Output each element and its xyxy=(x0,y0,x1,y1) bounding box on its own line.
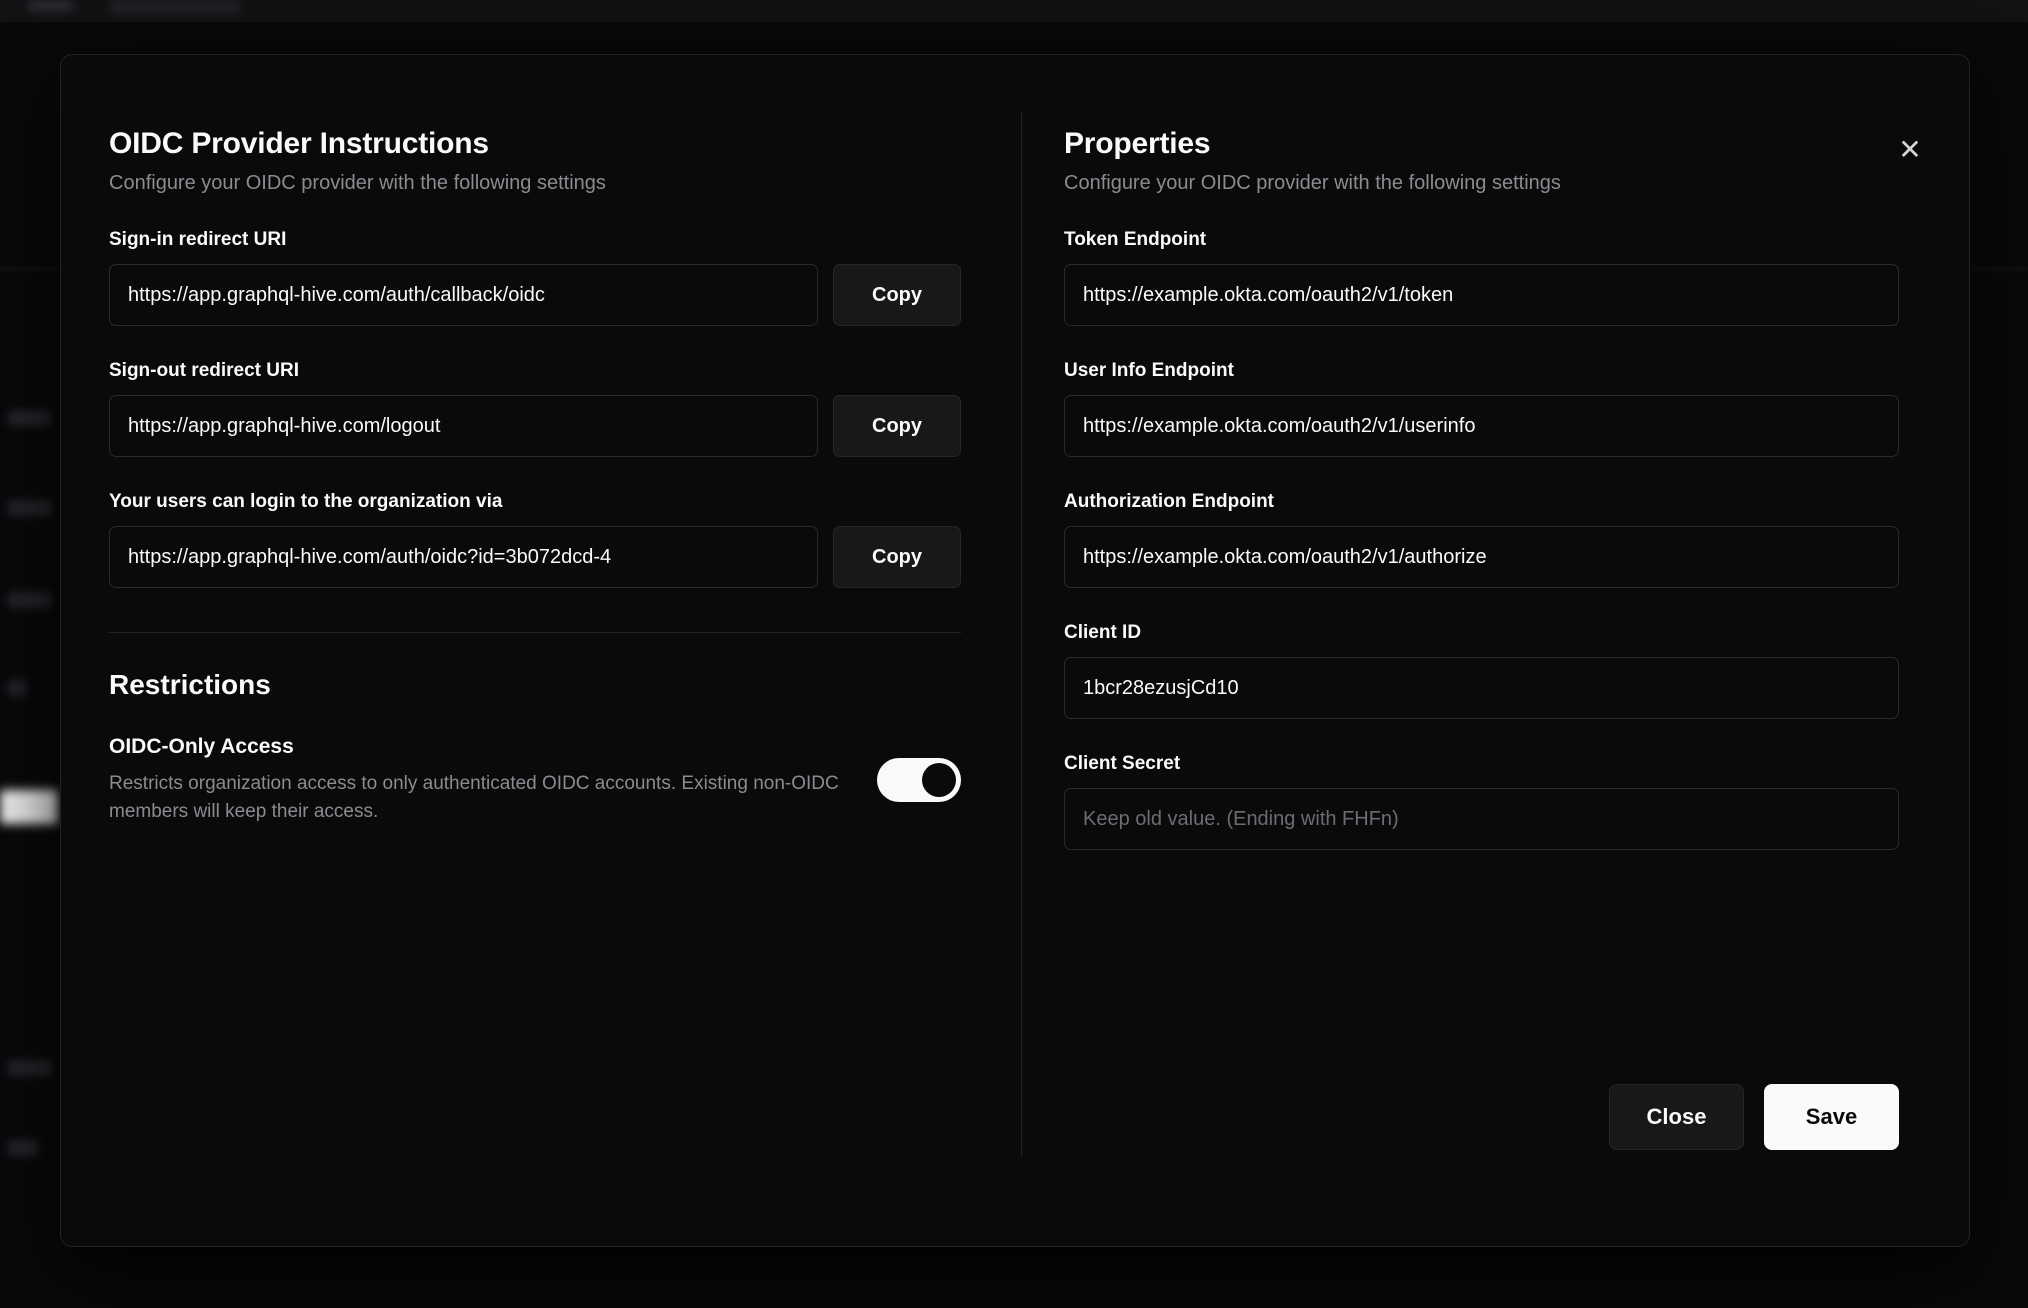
authorization-endpoint-input[interactable] xyxy=(1064,526,1899,588)
field-token-endpoint xyxy=(1064,229,1899,326)
copy-sign-out-redirect-uri-button[interactable]: Copy xyxy=(833,395,961,457)
copy-login-url-button[interactable]: Copy xyxy=(833,526,961,588)
field-label: Sign-out redirect URI xyxy=(109,360,300,381)
save-button[interactable]: Save xyxy=(1764,1084,1899,1150)
background-sidebar-blur xyxy=(8,1140,38,1156)
oidc-only-access-toggle[interactable] xyxy=(877,758,961,802)
page-title: OIDC Provider Instructions xyxy=(109,127,489,160)
client-id-input[interactable] xyxy=(1064,657,1899,719)
field-sign-out-redirect-uri xyxy=(109,360,961,457)
sign-out-redirect-uri-input[interactable] xyxy=(109,395,818,457)
client-secret-input[interactable] xyxy=(1064,788,1899,850)
background-breadcrumb-blur xyxy=(110,0,240,14)
copy-sign-in-redirect-uri-button[interactable]: Copy xyxy=(833,264,961,326)
field-user-info-endpoint xyxy=(1064,360,1899,457)
section-divider xyxy=(109,632,961,633)
sign-in-redirect-uri-input[interactable] xyxy=(109,264,818,326)
field-label: Sign-in redirect URI xyxy=(109,229,287,250)
page-subtitle: Configure your OIDC provider with the following settings xyxy=(109,172,606,194)
login-url-input[interactable] xyxy=(109,526,818,588)
instructions-column xyxy=(61,127,1021,1246)
field-label: Token Endpoint xyxy=(1064,229,1207,250)
background-sidebar-blur xyxy=(8,500,52,516)
cancel-button[interactable]: Close xyxy=(1609,1084,1744,1150)
modal-footer xyxy=(1064,1084,1899,1246)
oidc-provider-modal xyxy=(60,54,1970,1247)
close-icon[interactable]: ✕ xyxy=(1893,133,1927,167)
field-login-url xyxy=(109,491,961,588)
properties-subtitle: Configure your OIDC provider with the following settings xyxy=(1064,172,1561,194)
background-highlight-blur xyxy=(0,790,58,824)
restrictions-title: Restrictions xyxy=(109,669,271,700)
properties-title: Properties xyxy=(1064,127,1211,160)
field-label: Authorization Endpoint xyxy=(1064,491,1275,512)
token-endpoint-input[interactable] xyxy=(1064,264,1899,326)
field-label: Your users can login to the organization via xyxy=(109,491,503,512)
oidc-only-access-description: Restricts organization access to only authenticated OIDC accounts. Existing non-OIDC members will keep their access. xyxy=(109,773,839,822)
field-label: User Info Endpoint xyxy=(1064,360,1234,381)
background-sidebar-blur xyxy=(8,592,52,608)
background-sidebar-blur xyxy=(8,410,52,426)
background-logo-blur xyxy=(28,0,73,12)
user-info-endpoint-input[interactable] xyxy=(1064,395,1899,457)
oidc-only-access-label: OIDC-Only Access xyxy=(109,735,294,758)
background-sidebar-blur xyxy=(8,1060,52,1076)
field-authorization-endpoint xyxy=(1064,491,1899,588)
properties-column xyxy=(1022,127,1969,1246)
field-label: Client Secret xyxy=(1064,753,1181,774)
field-sign-in-redirect-uri xyxy=(109,229,961,326)
field-label: Client ID xyxy=(1064,622,1142,643)
field-client-secret xyxy=(1064,753,1899,850)
toggle-knob xyxy=(922,763,956,797)
oidc-only-access-row xyxy=(109,735,961,825)
field-client-id xyxy=(1064,622,1899,719)
background-topbar xyxy=(0,0,2028,22)
background-sidebar-blur xyxy=(8,680,26,696)
